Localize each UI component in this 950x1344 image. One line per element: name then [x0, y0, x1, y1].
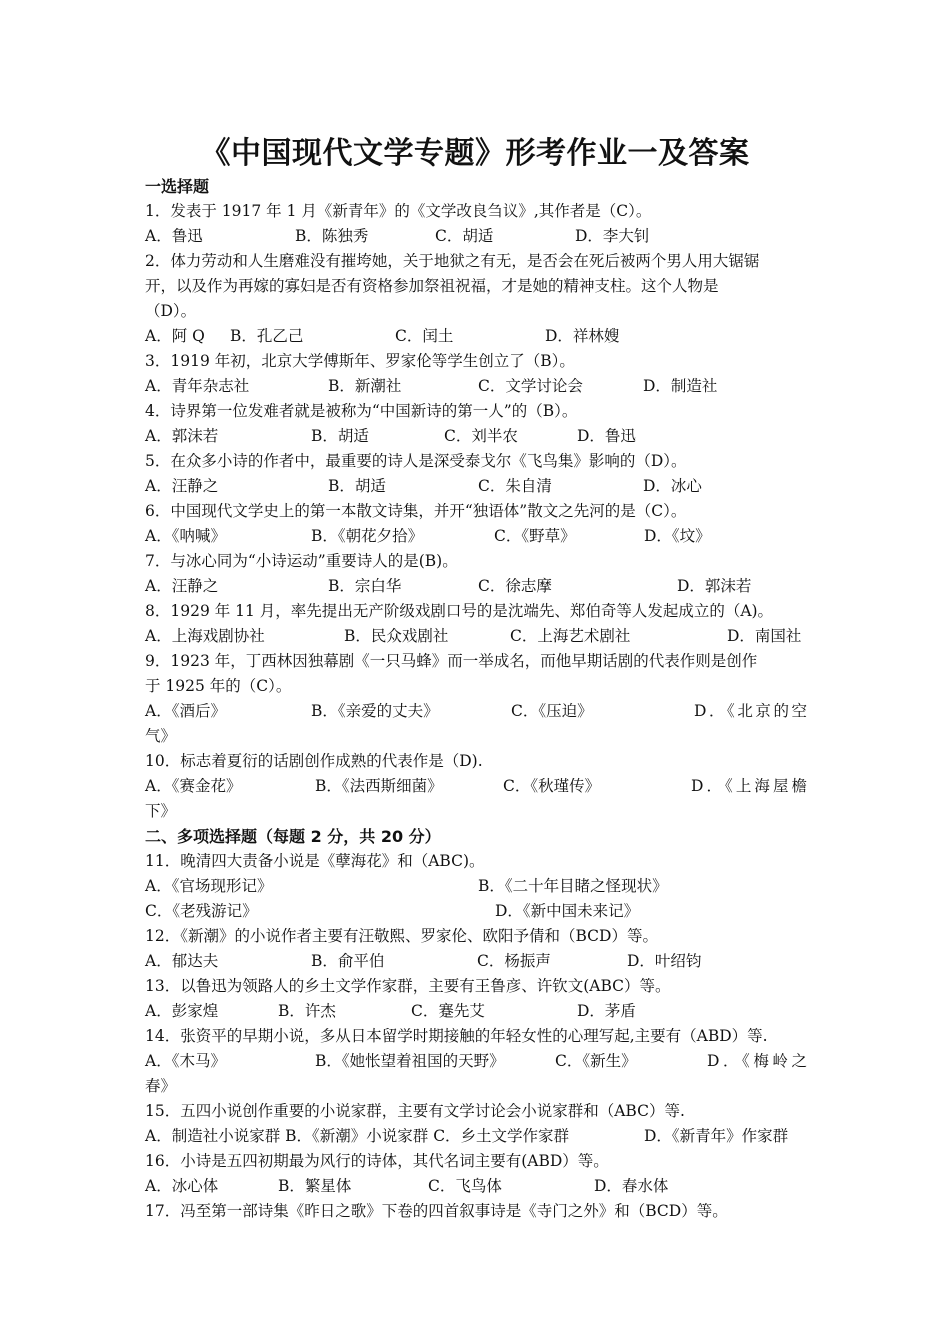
option-d: D．《北京的空: [694, 702, 807, 720]
option-a: A．上海戏剧协社: [145, 627, 265, 645]
question-7: 7．与冰心同为“小诗运动”重要诗人的是(B)。: [145, 552, 458, 570]
options-abc: A．制造社小说家群 B．《新潮》小说家群 C．乡土文学作家群: [145, 1127, 570, 1145]
options-8: [145, 624, 807, 649]
option-d: D．冰心: [643, 477, 702, 495]
question-3: 3．1919 年初，北京大学傅斯年、罗家伦等学生创立了（B）。: [145, 352, 575, 370]
question-2-line-1: 2．体力劳动和人生磨难没有摧垮她，关于地狱之有无，是否会在死后被两个男人用大锯锯: [145, 252, 760, 270]
question-13: 13．以鲁迅为领路人的乡土文学作家群，主要有王鲁彦、许钦文(ABC）等。: [145, 977, 671, 995]
option-a: A．《酒后》: [145, 702, 226, 720]
option-b: B．新潮社: [328, 377, 402, 395]
option-d: D．《坟》: [644, 527, 711, 545]
option-d-continued: 下》: [145, 802, 177, 820]
option-a: A．青年杂志社: [145, 377, 250, 395]
question-2-line-3: （D）。: [145, 302, 197, 320]
section-heading: 一选择题: [145, 177, 210, 196]
option-c: C．《野草》: [494, 527, 576, 545]
option-b: B．俞平伯: [311, 952, 385, 970]
question-4: 4．诗界第一位发难者就是被称为“中国新诗的第一人”的（B）。: [145, 402, 578, 420]
options-13: [145, 999, 807, 1024]
question-1: 1．发表于 1917 年 1 月《新青年》的《文学改良刍议》,其作者是（C）。: [145, 202, 652, 220]
option-c: C．刘半农: [444, 427, 518, 445]
option-c: C．上海艺术剧社: [510, 627, 631, 645]
question-9-line-2: 于 1925 年的（C）。: [145, 677, 292, 695]
option-a: A．彭家煌: [145, 1002, 219, 1020]
option-d: D．叶绍钧: [627, 952, 702, 970]
option-b: B．胡适: [311, 427, 369, 445]
option-a: A．冰心体: [145, 1177, 219, 1195]
options-7: [145, 574, 807, 599]
option-c: C．杨振声: [477, 952, 551, 970]
option-d: D．茅盾: [577, 1002, 636, 1020]
option-d: D．《上海屋檐: [691, 777, 807, 795]
question-8: 8．1929 年 11 月，率先提出无产阶级戏剧口号的是沈端先、郑伯奇等人发起成立的（A)。: [145, 602, 774, 620]
option-d: D．制造社: [643, 377, 718, 395]
option-d: D．祥林嫂: [545, 327, 620, 345]
options-1: [145, 224, 807, 249]
question-16: 16．小诗是五四初期最为风行的诗体，其代名词主要有(ABD）等。: [145, 1152, 609, 1170]
document-title: 《中国现代文学专题》形考作业一及答案: [200, 136, 750, 171]
option-d: D．《新青年》作家群: [644, 1127, 789, 1145]
option-c: C．《压迫》: [511, 702, 593, 720]
options-6: [145, 524, 807, 549]
question-2-line-2: 开，以及作为再嫁的寡妇是否有资格参加祭祖祝福，才是她的精神支柱。这个人物是: [145, 277, 719, 295]
option-d: D．《梅岭之: [707, 1052, 807, 1070]
option-c: C．文学讨论会: [478, 377, 583, 395]
option-b: B．《亲爱的丈夫》: [311, 702, 439, 720]
option-a: A．《呐喊》: [145, 527, 226, 545]
option-a: A．《木马》: [145, 1052, 226, 1070]
option-c: C．闰土: [395, 327, 454, 345]
options-15: [145, 1124, 807, 1149]
option-c: C．《秋瑾传》: [503, 777, 601, 795]
options-11-row-1: [145, 874, 807, 899]
option-a: A．汪静之: [145, 477, 219, 495]
options-9: [145, 699, 807, 724]
option-c: C．飞鸟体: [428, 1177, 502, 1195]
option-c: C．徐志摩: [478, 577, 552, 595]
option-c: C．《老残游记》: [145, 902, 258, 920]
option-b: B．繁星体: [278, 1177, 352, 1195]
option-b: B．《朝花夕拾》: [311, 527, 424, 545]
option-d: D．《新中国未来记》: [495, 902, 640, 920]
option-a: A．汪静之: [145, 577, 219, 595]
question-9-line-1: 9．1923 年，丁西林因独幕剧《一只马蜂》而一举成名，而他早期话剧的代表作则是创作: [145, 652, 758, 670]
options-3: [145, 374, 807, 399]
option-a: A．《赛金花》: [145, 777, 242, 795]
option-d: D．春水体: [594, 1177, 669, 1195]
options-16: [145, 1174, 807, 1199]
option-c: C．《新生》: [555, 1052, 637, 1070]
option-c: C．蹇先艾: [411, 1002, 485, 1020]
option-a: A．鲁迅: [145, 227, 203, 245]
options-12: [145, 949, 807, 974]
option-a: A．郭沫若: [145, 427, 219, 445]
option-b: B．《她怅望着祖国的天野》: [315, 1052, 505, 1070]
option-d: D．南国社: [727, 627, 802, 645]
question-17: 17．冯至第一部诗集《昨日之歌》下卷的四首叙事诗是《寺门之外》和（BCD）等。: [145, 1202, 728, 1220]
options-14: [145, 1049, 807, 1074]
option-d-continued: 春》: [145, 1077, 177, 1095]
options-4: [145, 424, 807, 449]
option-b: B．陈独秀: [295, 227, 369, 245]
question-6: 6．中国现代文学史上的第一本散文诗集，并开“独语体”散文之先河的是（C）。: [145, 502, 687, 520]
question-15: 15．五四小说创作重要的小说家群，主要有文学讨论会小说家群和（ABC）等.: [145, 1102, 685, 1120]
option-a: A．《官场现形记》: [145, 877, 273, 895]
option-b: B．胡适: [328, 477, 386, 495]
section-heading: 二、多项选择题（每题 2 分，共 20 分）: [145, 827, 441, 846]
option-d: D．鲁迅: [577, 427, 636, 445]
options-10: [145, 774, 807, 799]
option-b: B．许杰: [278, 1002, 336, 1020]
options-11-row-2: [145, 899, 807, 924]
question-14: 14．张资平的早期小说，多从日本留学时期接触的年轻女性的心理写起,主要有（ABD）等.: [145, 1027, 768, 1045]
document-body: [145, 174, 807, 1224]
option-b: B．民众戏剧社: [344, 627, 449, 645]
options-5: [145, 474, 807, 499]
option-d: D．李大钊: [575, 227, 650, 245]
question-5: 5．在众多小诗的作者中，最重要的诗人是深受泰戈尔《飞鸟集》影响的（D）。: [145, 452, 687, 470]
option-b: B．《法西斯细菌》: [315, 777, 443, 795]
options-2: [145, 324, 807, 349]
option-d: D．郭沫若: [677, 577, 752, 595]
question-10: 10．标志着夏衍的话剧创作成熟的代表作是（D).: [145, 752, 483, 770]
question-12: 12．《新潮》的小说作者主要有汪敬熙、罗家伦、欧阳予倩和（BCD）等。: [145, 927, 658, 945]
option-b: B．孔乙己: [230, 327, 304, 345]
option-c: C．胡适: [435, 227, 494, 245]
option-c: C．朱自清: [478, 477, 552, 495]
option-b: B．宗白华: [328, 577, 402, 595]
option-a: A．郁达夫: [145, 952, 219, 970]
option-a: A．阿 Q: [145, 327, 205, 345]
option-b: B．《二十年目睹之怪现状》: [478, 877, 668, 895]
option-d-continued: 气》: [145, 727, 177, 745]
question-11: 11．晚清四大责备小说是《孽海花》和（ABC)。: [145, 852, 485, 870]
